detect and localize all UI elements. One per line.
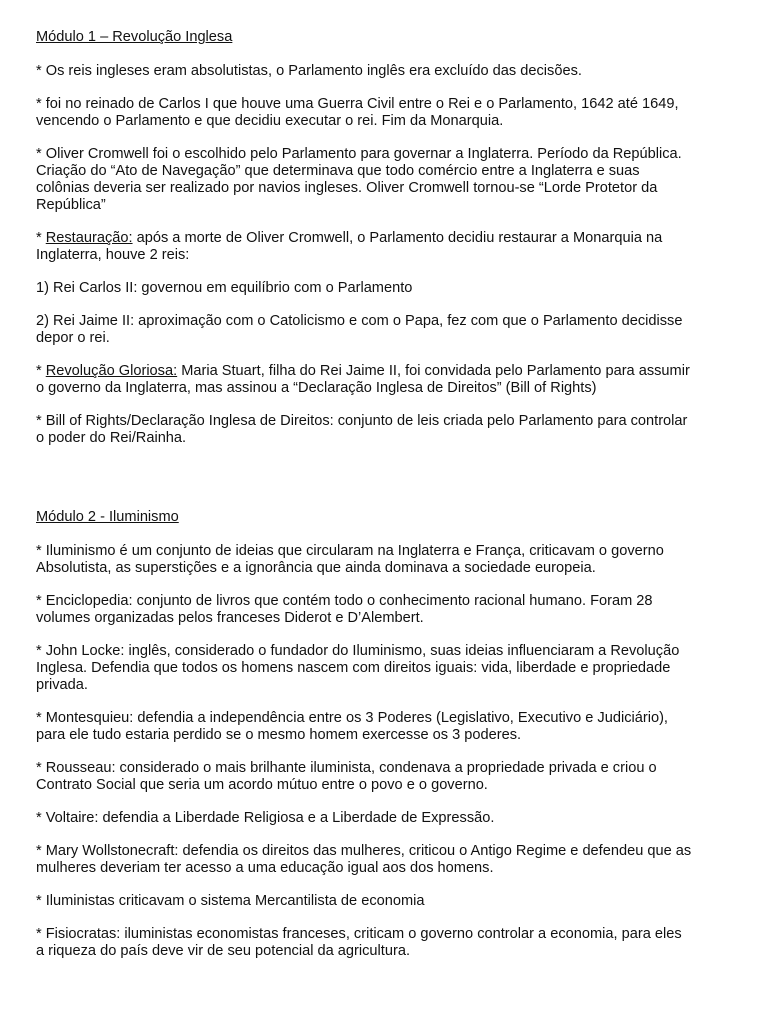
module-2-item-9: * Fisiocratas: iluministas economistas franceses, criticam o governo controlar a economia, para eles a riqueza do país deve vir de seu potencial da agricultura. <box>36 926 682 959</box>
item-prefix: * <box>36 363 46 379</box>
module-2-item-2: * Enciclopedia: conjunto de livros que contém todo o conhecimento racional humano. Foram 28 volumes organizadas pelos franceses Diderot e D’Alembert. <box>36 593 653 626</box>
module-1-item-restauracao <box>36 230 736 264</box>
module-1-item-3: * Oliver Cromwell foi o escolhido pelo Parlamento para governar a Inglaterra. Período da República. Criação do “Ato de Navegação” que determinava que todo comércio entre a Inglaterra e suas colônias deveria ser realizado por navios ingleses. Oliver Cromwell tornou-se “Lorde Protetor da República” <box>36 146 682 213</box>
module-1-title: Módulo 1 – Revolução Inglesa <box>36 29 233 45</box>
module-2-item-7: * Mary Wollstonecraft: defendia os direitos das mulheres, criticou o Antigo Regime e defendeu que as mulheres deveriam ter acesso a uma educação igual aos dos homens. <box>36 843 692 876</box>
module-2-item-6: * Voltaire: defendia a Liberdade Religiosa e a Liberdade de Expressão. <box>36 810 495 826</box>
restauracao-label: Restauração: <box>45 230 133 246</box>
module-2-item-4: * Montesquieu: defendia a independência entre os 3 Poderes (Legislativo, Executivo e Judiciário), para ele tudo estaria perdido se o mesmo homem exercesse os 3 poderes. <box>36 710 668 743</box>
module-2-item-1: * Iluminismo é um conjunto de ideias que circularam na Inglaterra e França, criticavam o governo Absolutista, as superstições e a ignorância que ainda dominava a sociedade europeia. <box>36 543 664 576</box>
item-prefix: * <box>36 230 46 246</box>
module-2-title: Módulo 2 - Iluminismo <box>36 509 179 525</box>
module-1-item-8: * Bill of Rights/Declaração Inglesa de Direitos: conjunto de leis criada pelo Parlamento para controlar o poder do Rei/Rainha. <box>36 413 688 446</box>
section-spacer <box>36 463 736 509</box>
restauracao-text: após a morte de Oliver Cromwell, o Parlamento decidiu restaurar a Monarquia na Inglaterra, houve 2 reis: <box>36 230 663 263</box>
module-1-item-2: * foi no reinado de Carlos I que houve uma Guerra Civil entre o Rei e o Parlamento, 1642 até 1649, vencendo o Parlamento e que decidiu executar o rei. Fim da Monarquia. <box>36 96 679 129</box>
revolucao-gloriosa-label: Revolução Gloriosa: <box>45 363 178 379</box>
module-1-item-6: 2) Rei Jaime II: aproximação com o Catolicismo e com o Papa, fez com que o Parlamento decidisse depor o rei. <box>36 313 683 346</box>
module-1-item-revolucao-gloriosa <box>36 363 736 397</box>
module-2-item-8: * Iluministas criticavam o sistema Mercantilista de economia <box>36 893 425 909</box>
module-1-item-5: 1) Rei Carlos II: governou em equilíbrio com o Parlamento <box>36 280 413 296</box>
document-page <box>36 29 736 976</box>
module-2-item-3: * John Locke: inglês, considerado o fundador do Iluminismo, suas ideias influenciaram a Revolução Inglesa. Defendia que todos os homens nascem com direitos iguais: vida, liberdade e propriedade privada. <box>36 643 680 693</box>
module-1-item-1: * Os reis ingleses eram absolutistas, o Parlamento inglês era excluído das decisões. <box>36 63 582 79</box>
module-2-item-5: * Rousseau: considerado o mais brilhante iluminista, condenava a propriedade privada e criou o Contrato Social que seria um acordo mútuo entre o povo e o governo. <box>36 760 657 793</box>
revolucao-gloriosa-text: Maria Stuart, filha do Rei Jaime II, foi convidada pelo Parlamento para assumir o governo da Inglaterra, mas assinou a “Declaração Inglesa de Direitos” (Bill of Rights) <box>36 363 690 396</box>
